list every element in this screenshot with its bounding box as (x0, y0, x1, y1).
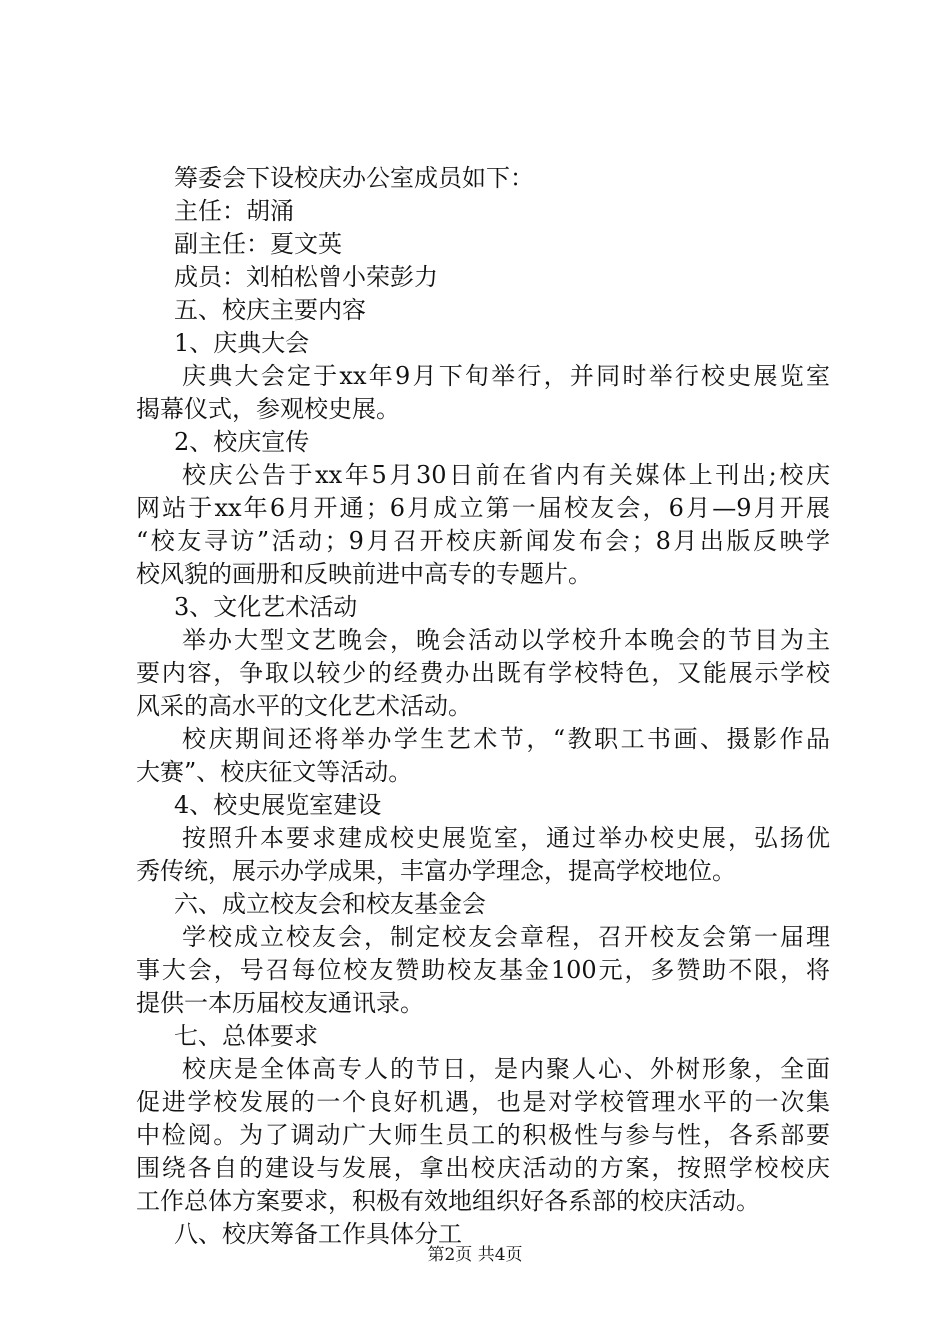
paragraph-line: 学校成立校友会，制定校友会章程，召开校友会第一届理 (182, 923, 830, 951)
section-heading-8: 八、校庆筹备工作具体分工 (174, 1220, 462, 1248)
deputy-director-line: 副主任：夏文英 (174, 230, 342, 258)
subsection-heading-2: 2、校庆宣传 (174, 428, 310, 456)
paragraph-line: 围绕各自的建设与发展，拿出校庆活动的方案，按照学校校庆 (136, 1154, 830, 1182)
paragraph-line: 按照升本要求建成校史展览室，通过举办校史展，弘扬优 (182, 824, 830, 852)
paragraph-line: 揭幕仪式，参观校史展。 (136, 395, 400, 423)
subsection-heading-4: 4、校史展览室建设 (174, 791, 382, 819)
paragraph-line: 校庆公告于xx年5月30日前在省内有关媒体上刊出;校庆 (182, 461, 830, 489)
paragraph-line: 工作总体方案要求，积极有效地组织好各系部的校庆活动。 (136, 1187, 760, 1215)
section-heading-5: 五、校庆主要内容 (174, 296, 366, 324)
paragraph-line: 校风貌的画册和反映前进中高专的专题片。 (136, 560, 592, 588)
members-line: 成员：刘柏松曾小荣彭力 (174, 263, 438, 291)
paragraph-line: 要内容，争取以较少的经费办出既有学校特色，又能展示学校 (136, 659, 830, 687)
section-heading-6: 六、成立校友会和校友基金会 (174, 890, 486, 918)
section-heading-7: 七、总体要求 (174, 1022, 318, 1050)
paragraph-line: 举办大型文艺晚会，晚会活动以学校升本晚会的节目为主 (182, 626, 830, 654)
paragraph-line: 庆典大会定于xx年9月下旬举行，并同时举行校史展览室 (182, 362, 830, 390)
director-line: 主任：胡涌 (174, 197, 294, 225)
paragraph-line: 风采的高水平的文化艺术活动。 (136, 692, 472, 720)
document-body (136, 162, 830, 1251)
subsection-heading-3: 3、文化艺术活动 (174, 593, 358, 621)
paragraph-line: 校庆是全体高专人的节日，是内聚人心、外树形象，全面 (182, 1055, 830, 1083)
paragraph-line: 大赛”、校庆征文等活动。 (136, 758, 413, 786)
paragraph-line: 事大会，号召每位校友赞助校友基金100元，多赞助不限，将 (136, 956, 830, 984)
paragraph-line: “校友寻访”活动；9月召开校庆新闻发布会；8月出版反映学 (136, 527, 830, 555)
heading-office-members: 筹委会下设校庆办公室成员如下： (174, 164, 534, 192)
paragraph-line: 网站于xx年6月开通；6月成立第一届校友会，6月—9月开展 (136, 494, 830, 522)
paragraph-line: 秀传统，展示办学成果，丰富办学理念，提高学校地位。 (136, 857, 736, 885)
paragraph-line: 提供一本历届校友通讯录。 (136, 989, 424, 1017)
paragraph-line: 校庆期间还将举办学生艺术节，“教职工书画、摄影作品 (182, 725, 830, 753)
paragraph-line: 中检阅。为了调动广大师生员工的积极性与参与性，各系部要 (136, 1121, 830, 1149)
subsection-heading-1: 1、庆典大会 (174, 329, 310, 357)
paragraph-line: 促进学校发展的一个良好机遇，也是对学校管理水平的一次集 (136, 1088, 830, 1116)
page-number-footer: 第2页 共4页 (427, 1245, 523, 1265)
